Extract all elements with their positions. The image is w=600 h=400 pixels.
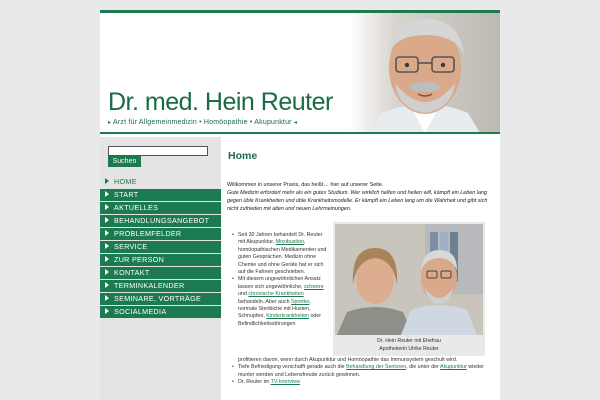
text: oder Befindlichkeitsstörungen [238, 313, 322, 327]
list-item [238, 276, 330, 328]
list-item-continuation: profitieren davon, wenn durch Akupunktur und Homöopathie das Immunsystem geschult wird. [238, 357, 458, 363]
arrow-right-icon [105, 256, 109, 262]
site-header [100, 13, 500, 133]
arrow-right-icon [105, 295, 109, 301]
list-item [238, 232, 330, 276]
triangle-left-icon: ◂ [293, 120, 298, 126]
search-button[interactable]: Suchen [108, 156, 141, 167]
link-behandlung-senioren[interactable]: Behandlung der Senioren [346, 364, 407, 371]
link-schwere[interactable]: schwere [303, 283, 324, 290]
text: und [238, 291, 249, 298]
photo-caption: Apothekerin Ulrike Reuter [379, 346, 439, 352]
couple-photo [335, 224, 483, 335]
nav-label: PROBLEMFELDER [114, 229, 182, 238]
arrow-right-icon [105, 204, 109, 210]
text: behandeln. Aber auch [238, 298, 292, 305]
text: Seit 30 Jahren behandelt Dr. Reuter mit Akupunktur, [238, 232, 323, 246]
nav-item-home[interactable] [100, 176, 221, 188]
link-akupunktur[interactable]: Akupunktur [440, 364, 467, 371]
arrow-right-icon [105, 243, 109, 249]
site-subtitle [108, 119, 297, 126]
motto-text: Gute Medizin erfordert mehr als ein gutes Studium. Wer wirklich helfen und heilen will, kämpft ein Leben lang gegen üble Krankheiten und üble Krankheitsmodelle. Er kämpft ein Leben lang um die Wahrheit und gibt sich nicht zufrieden mit alten und neuen Lehrmeinungen. [227, 190, 488, 212]
link-tv-interview[interactable]: TV-Interview [270, 379, 301, 386]
nav-label: SERVICE [114, 242, 148, 251]
arrow-right-icon [105, 217, 109, 223]
page-title: Home [228, 150, 258, 162]
nav-label: KONTAKT [114, 268, 150, 277]
nav-item-socialmedia[interactable] [100, 306, 221, 318]
bullet-list [238, 232, 330, 328]
arrow-right-icon [105, 178, 109, 184]
triangle-right-icon: ▸ [108, 120, 112, 126]
list-item [238, 379, 488, 386]
bullet-list-bottom [238, 357, 488, 387]
nav-label: SOCIALMEDIA [114, 307, 167, 316]
page [100, 10, 500, 400]
nav-item-behandlungsangebot[interactable] [100, 215, 221, 227]
text: , normale Sterbliche mit Husten, Schnupfen, [238, 298, 311, 320]
nav-label: ZUR PERSON [114, 255, 165, 264]
text: Tiefe Befriedigung verschafft gerade auch die [238, 364, 347, 371]
text: , homöopathischen Medikamenten und guten Gesprächen. Medizin ohne Chemie und ohne Geräte hat er sich auf die Fahnen geschrieben. [238, 239, 327, 276]
site-subtitle-text: Arzt für Allgemeinmedizin • Homöopathie • Akupunktur [112, 119, 292, 126]
nav-label: BEHANDLUNGSANGEBOT [114, 216, 210, 225]
link-sportler[interactable]: Sportler [291, 298, 310, 305]
sidebar [100, 137, 221, 400]
arrow-right-icon [105, 308, 109, 314]
nav-label: START [114, 190, 139, 199]
link-chronische-krankheiten[interactable]: chronische Krankheiten [248, 291, 304, 298]
nav-label: HOME [114, 177, 137, 186]
text: Dr. Reuter im [238, 379, 271, 386]
doctor-portrait [350, 13, 500, 133]
list-item [238, 364, 488, 379]
nav-label: SEMINARE, VORTRÄGE [114, 294, 202, 303]
nav-item-terminkalender[interactable] [100, 280, 221, 292]
photo-caption: Dr. Hein Reuter mit Ehefrau [377, 338, 441, 344]
intro-text: Willkommen in unserer Praxis, das heißt… hier auf unserer Seite. [227, 182, 384, 188]
nav-item-problemfelder[interactable] [100, 228, 221, 240]
nav-item-kontakt[interactable] [100, 267, 221, 279]
couple-photo-box [333, 222, 485, 356]
search-input[interactable] [108, 146, 208, 156]
nav-label: TERMINKALENDER [114, 281, 185, 290]
arrow-right-icon [105, 282, 109, 288]
nav-item-aktuelles[interactable] [100, 202, 221, 214]
arrow-right-icon [105, 269, 109, 275]
main-content [227, 137, 492, 400]
arrow-right-icon [105, 230, 109, 236]
nav-label: AKTUELLES [114, 203, 159, 212]
arrow-right-icon [105, 191, 109, 197]
main-nav [100, 176, 221, 319]
text: wieder munter werden und Lebensfreude zurück gewinnen. [238, 364, 484, 378]
header-divider [100, 132, 500, 134]
site-title: Dr. med. Hein Reuter [108, 88, 333, 116]
link-kinderkrankheiten[interactable]: Kinderkrankheiten [266, 313, 309, 320]
text: Mit diesem ungewöhnlichen Ansatz lassen sich ungewöhnliche, [238, 276, 321, 290]
nav-item-zur-person[interactable] [100, 254, 221, 266]
nav-item-start[interactable] [100, 189, 221, 201]
text: , die unter der [406, 364, 441, 371]
nav-item-service[interactable] [100, 241, 221, 253]
link-moxibustion[interactable]: Moxibustion [275, 239, 304, 246]
nav-item-seminare[interactable] [100, 293, 221, 305]
